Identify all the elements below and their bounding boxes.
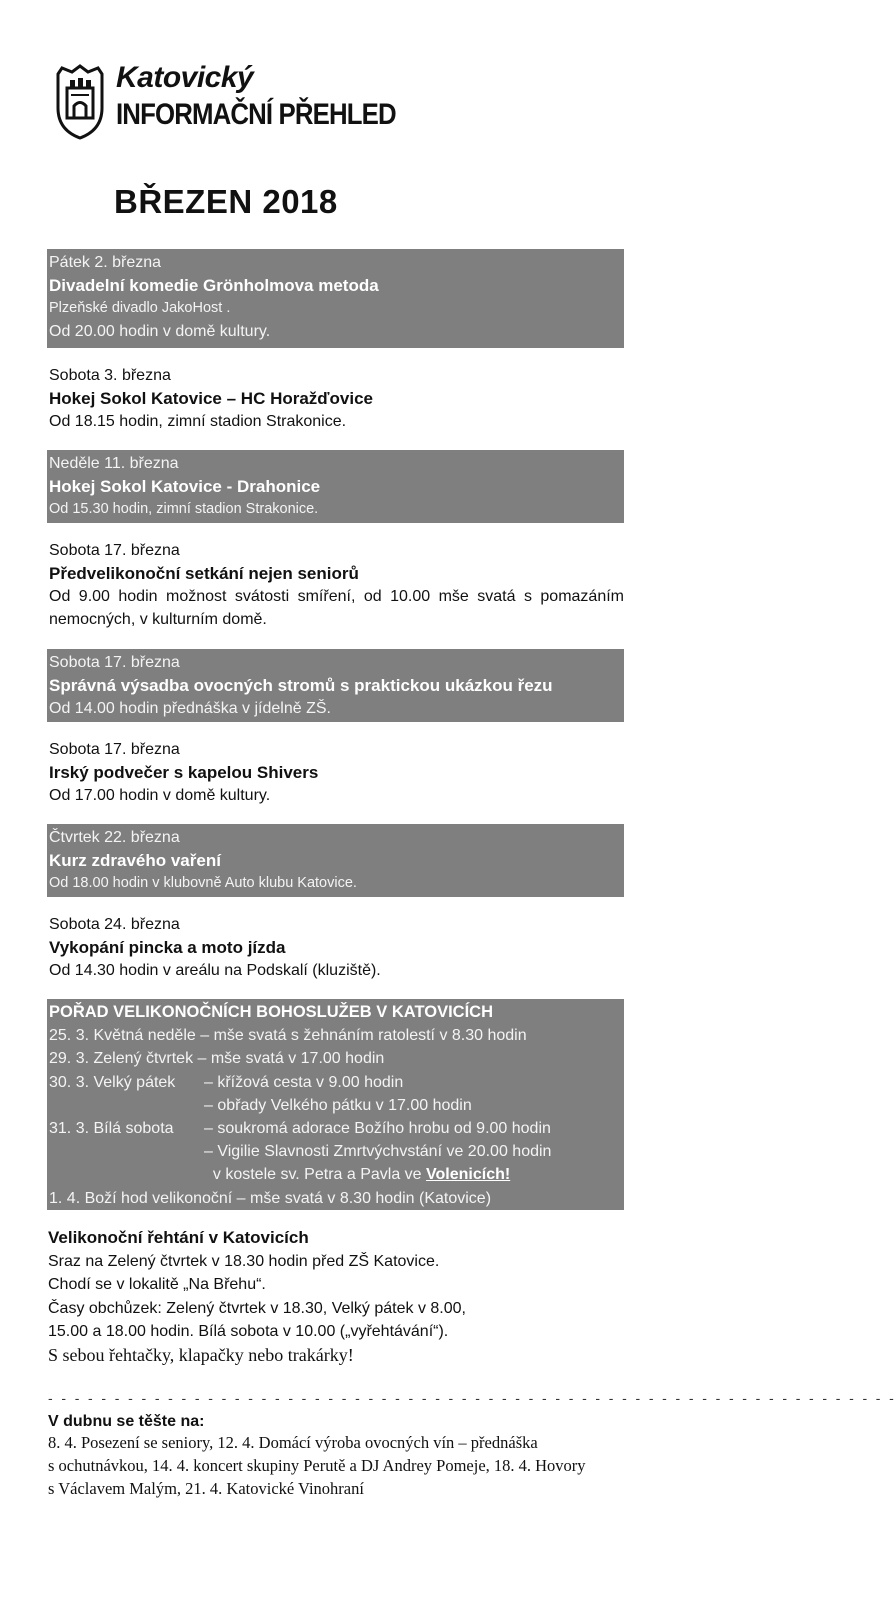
april-heading: V dubnu se těšte na: [48,1413,205,1430]
event-date: Sobota 17. března [49,741,180,758]
schedule-line: 1. 4. Boží hod velikonoční – mše svatá v 8.30 hodin (Katovice) [49,1189,492,1207]
event-item [47,249,624,348]
event-detail: Od 17.00 hodin v domě kultury. [49,787,271,804]
event-detail: Od 20.00 hodin v domě kultury. [49,323,271,340]
event-date: Sobota 17. března [49,654,180,671]
schedule-line [49,1071,624,1094]
event-title: Irský podvečer s kapelou Shivers [49,763,319,782]
schedule-line [49,1117,624,1140]
dashed-divider: - - - - - - - - - - - - - - - - - - - - - - - - - - - - - - - - - - - - - - - - - - - - - - - - - - - - - - - - - - - - - - - - [48,1390,896,1406]
event-title: Správná výsadba ovocných stromů s praktickou ukázkou řezu [49,676,553,695]
event-title: Divadelní komedie Grönholmova metoda [49,276,379,295]
event-detail: Od 14.30 hodin v areálu na Podskalí (kluziště). [49,962,381,979]
event-detail: Od 14.00 hodin přednáška v jídelně ZŠ. [49,700,331,717]
event-title: Vykopání pincka a moto jízda [49,938,286,957]
april-line: 8. 4. Posezení se seniory, 12. 4. Domácí výroba ovocných vín – přednáška [48,1433,538,1452]
event-date: Sobota 3. března [49,367,171,384]
event-date: Sobota 17. března [49,542,180,559]
page-title: BŘEZEN 2018 [114,183,338,220]
schedule-line [49,1094,624,1117]
event-date: Neděle 11. března [49,455,179,472]
event-item [47,736,624,809]
schedule-day: 31. 3. Bílá sobota [49,1120,174,1138]
schedule-item: – soukromá adorace Božího hrobu od 9.00 hodin [204,1120,551,1138]
easter-schedule [47,999,624,1210]
rehtani-section [48,1226,608,1367]
rehtani-line: S sebou řehtačky, klapačky nebo trakárky! [48,1344,354,1365]
event-title: Hokej Sokol Katovice – HC Horažďovice [49,389,373,408]
rehtani-line: Chodí se v lokalitě „Na Břehu“. [48,1276,266,1293]
schedule-title: POŘAD VELIKONOČNÍCH BOHOSLUŽEB V KATOVICÍCH [49,1003,493,1021]
event-item [47,824,624,897]
event-detail: Od 9.00 hodin možnost svátosti smíření, od 10.00 mše svatá s pomazáním nemocných, v kulturním domě. [49,588,624,628]
event-item [47,911,624,984]
brand-subtitle: INFORMAČNÍ PŘEHLED [116,98,396,131]
schedule-line [49,1140,624,1163]
schedule-item: – obřady Velkého pátku v 17.00 hodin [204,1096,472,1114]
schedule-line [49,1163,624,1186]
brand-name: Katovický [116,61,254,94]
rehtani-line: Sraz na Zelený čtvrtek v 18.30 hodin před ZŠ Katovice. [48,1252,440,1270]
schedule-item: – křížová cesta v 9.00 hodin [204,1073,404,1091]
volenice-link: Volenicích! [426,1166,511,1184]
event-title: Kurz zdravého vaření [49,851,221,870]
event-detail: Od 18.00 hodin v klubovně Auto klubu Katovice. [49,875,357,891]
event-date: Sobota 24. března [49,916,180,933]
schedule-item: v kostele sv. Petra a Pavla ve [212,1166,422,1184]
schedule-line: 29. 3. Zelený čtvrtek – mše svatá v 17.00 hodin [49,1050,385,1068]
event-date: Čtvrtek 22. března [49,829,180,846]
event-detail: Od 18.15 hodin, zimní stadion Strakonice. [49,413,347,430]
event-detail: Plzeňské divadlo JakoHost . [49,300,231,316]
rehtani-line: 15.00 a 18.00 hodin. Bílá sobota v 10.00 („vyřehtávání“). [48,1323,449,1340]
event-title: Předvelikonoční setkání nejen seniorů [49,564,359,583]
event-detail: Od 15.30 hodin, zimní stadion Strakonice. [49,501,319,517]
event-item [47,537,624,633]
event-title: Hokej Sokol Katovice - Drahonice [49,477,321,496]
schedule-item: – Vigilie Slavnosti Zmrtvýchvstání ve 20.00 hodin [204,1143,552,1161]
april-line: s ochutnávkou, 14. 4. koncert skupiny Perutě a DJ Andrey Pomeje, 18. 4. Hovory [48,1456,586,1475]
event-item [47,362,624,435]
schedule-day: 30. 3. Velký pátek [49,1073,176,1091]
event-date: Pátek 2. března [49,254,162,271]
event-item [47,649,624,722]
schedule-line: 25. 3. Květná neděle – mše svatá s žehnáním ratolestí v 8.30 hodin [49,1027,527,1045]
april-preview [48,1413,638,1500]
rehtani-title: Velikonoční řehtání v Katovicích [48,1228,309,1247]
katovice-coat-of-arms-logo [50,64,110,140]
april-line: s Václavem Malým, 21. 4. Katovické Vinohraní [48,1479,364,1498]
rehtani-line: Časy obchůzek: Zelený čtvrtek v 18.30, Velký pátek v 8.00, [48,1299,466,1317]
event-item [47,450,624,523]
